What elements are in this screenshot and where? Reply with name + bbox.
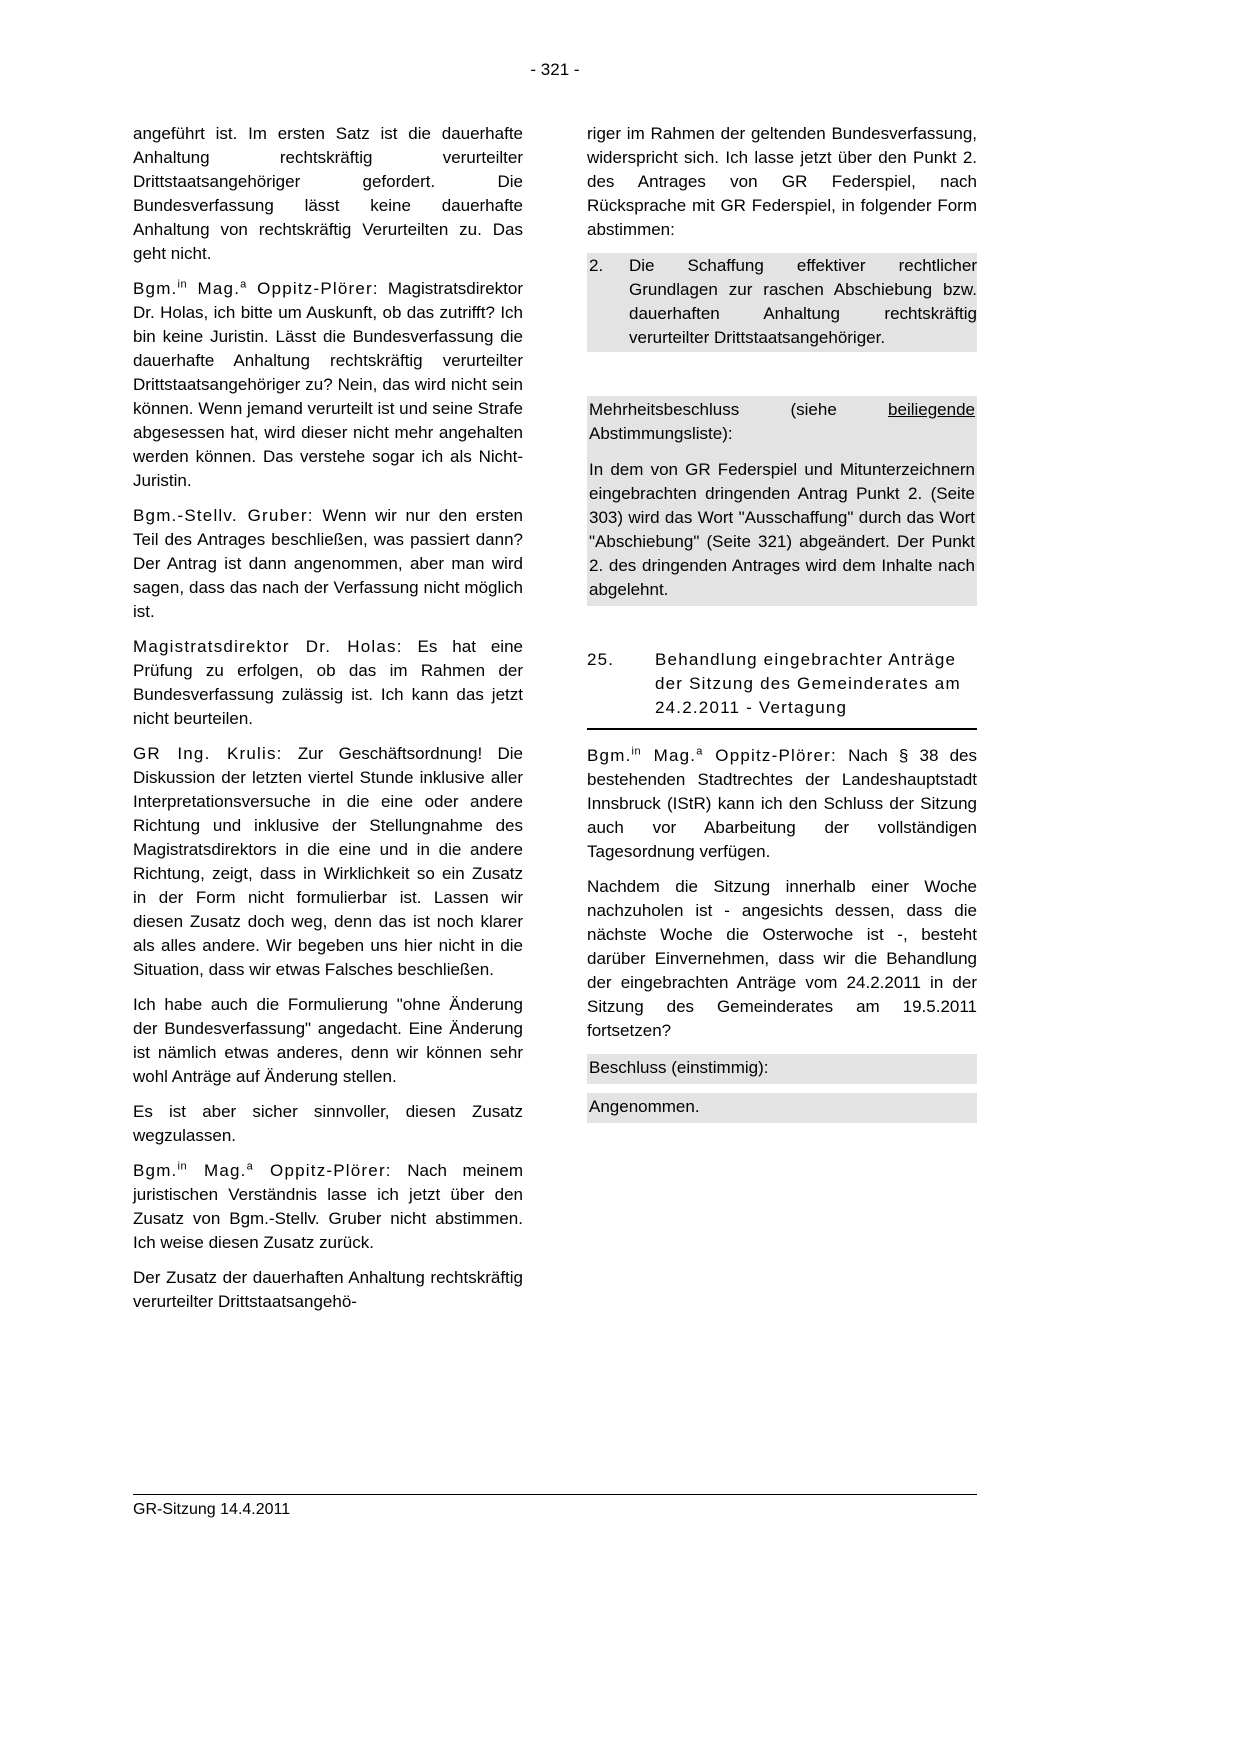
speaker-name: GR Ing. Krulis: <box>133 744 283 763</box>
speaker-name-superscript: a <box>246 1160 254 1173</box>
body-paragraph-vertagung <box>587 875 977 1043</box>
speaker-name-superscript: in <box>177 1160 188 1173</box>
resolution-label-block <box>587 1054 977 1084</box>
text-run: Es hat eine Prüfung zu erfolgen, ob das im Rahmen der Bundesverfassung zulässig ist. Ich kann das jetzt nicht beurteilen. <box>133 637 523 728</box>
text-run: Abstimmungsliste): <box>589 424 733 443</box>
speaker-name: Bgm. <box>133 1161 178 1180</box>
agenda-item-title <box>655 648 977 720</box>
speech-krulis <box>133 742 523 982</box>
speaker-name: Magistratsdirektor Dr. Holas: <box>133 637 403 656</box>
body-paragraph-zusatz-begin <box>133 1266 523 1314</box>
text-run: riger im Rahmen der geltenden Bundesverfassung, widerspricht sich. Ich lasse jetzt über den Punkt 2. des Antrages von GR Federspiel, nach Rücksprache mit GR Federspiel, in folgender Form abstimmen: <box>587 124 977 239</box>
document-page <box>133 0 977 1754</box>
right-column <box>587 122 977 1325</box>
speech-holas <box>133 635 523 731</box>
speaker-name-superscript: a <box>696 745 703 758</box>
speaker-name: Bgm.-Stellv. Gruber: <box>133 506 314 525</box>
body-paragraph-zusatz-continuation <box>587 122 977 242</box>
speaker-name-superscript: a <box>240 278 247 291</box>
speaker-name: Mag. <box>187 1161 247 1180</box>
item-text <box>629 254 977 350</box>
text-run: Es ist aber sicher sinnvoller, diesen Zusatz wegzulassen. <box>133 1102 523 1145</box>
page-footer <box>133 1494 977 1520</box>
majority-decision-text <box>589 458 975 602</box>
text-run: angeführt ist. Im ersten Satz ist die dauerhafte Anhaltung rechtskräftig verurteilter Drittstaatsangehöriger gefordert. Die Bundesverfassung lässt keine dauerhafte Anhaltung von rechtskräftig Verurteilten zu. Das geht nicht. <box>133 124 523 263</box>
speaker-name: Behandlung eingebrachter Anträge der Sitzung des Gemeinderates am 24.2.2011 - Vertagung <box>655 650 961 717</box>
speech-oppitz-ploerer-3 <box>587 744 977 864</box>
text-run: Nach meinem juristischen Verständnis lasse ich jetzt über den Zusatz von Bgm.-Stellv. Gruber nicht abstimmen. Ich weise diesen Zusatz zurück. <box>133 1161 523 1252</box>
speaker-name-superscript: in <box>177 278 188 291</box>
majority-decision-block <box>587 396 977 606</box>
speaker-name: Bgm. <box>587 746 632 765</box>
speaker-name: Mag. <box>187 279 241 298</box>
speaker-name: Bgm. <box>133 279 178 298</box>
footer-text: GR-Sitzung 14.4.2011 <box>133 1501 291 1518</box>
speaker-name: Oppitz-Plörer: <box>253 1161 392 1180</box>
item-number: 2. <box>589 256 604 275</box>
text-run: Nachdem die Sitzung innerhalb einer Woche nachzuholen ist - angesichts dessen, dass die nächste Woche die Osterwoche ist -, besteht darüber Einvernehmen, dass wir die Behandlung der eingebrachten Anträge vom 24.2.2011 in der Sitzung des Gemeinderates am 19.5.2011 fortsetzen? <box>587 877 977 1040</box>
text-run: Wenn wir nur den ersten Teil des Antrages beschließen, was passiert dann? Der Antrag ist dann angenommen, aber man wird sagen, dass das nach der Verfassung nicht möglich ist. <box>133 506 523 621</box>
agenda-item-25-heading <box>587 648 977 730</box>
text-run: Magistratsdirektor Dr. Holas, ich bitte um Auskunft, ob das zutrifft? Ich bin keine Juristin. Lässt die Bundesverfassung die dauerhafte Anhaltung rechtskräftig verurteilter Drittstaatsangehöriger zu? Nein, das wird nicht sein können. Wenn jemand verurteilt ist und seine Strafe abgesessen hat, wird dieser nicht mehr angehalten werden können. Das verstehe sogar ich als Nicht-Juristin. <box>133 279 523 490</box>
text-run: Beschluss (einstimmig): <box>589 1058 769 1077</box>
text-run: Ich habe auch die Formulierung "ohne Änderung der Bundesverfassung" angedacht. Eine Änderung ist nämlich etwas anderes, denn wir können sehr wohl Anträge auf Änderung stellen. <box>133 995 523 1086</box>
krulis-continuation-sinnvoller <box>133 1100 523 1148</box>
page-number: - 321 - <box>530 60 580 79</box>
text-run: Mehrheitsbeschluss (siehe <box>589 400 889 419</box>
text-run: Die Schaffung effektiver rechtlicher Grundlagen zur raschen Abschiebung bzw. dauerhaften Anhaltung rechtskräftig verurteilter Drittstaatsangehöriger. <box>629 256 977 347</box>
speaker-name-superscript: in <box>631 745 642 758</box>
speech-oppitz-ploerer-1 <box>133 277 523 493</box>
underlined-text: beiliegende <box>888 400 975 419</box>
majority-decision-label <box>589 398 975 446</box>
speech-gruber <box>133 504 523 624</box>
speaker-name: Oppitz-Plörer: <box>702 746 837 765</box>
text-run: In dem von GR Federspiel und Mitunterzeichnern eingebrachten dringenden Antrag Punkt 2. (Seite 303) wird das Wort "Ausschaffung" durch das Wort "Abschiebung" (Seite 321) abgeändert. Der Punkt 2. des dringenden Antrages wird dem Inhalte nach abgelehnt. <box>589 460 975 599</box>
agenda-item-number: 25. <box>587 650 615 669</box>
two-column-body <box>133 122 977 1325</box>
text-run: Angenommen. <box>589 1097 700 1116</box>
speaker-name: Oppitz-Plörer: <box>246 279 379 298</box>
text-run: Zur Geschäftsordnung! Die Diskussion der letzten viertel Stunde inklusive aller Interpretationsversuche in die eine oder andere Richtung und inklusive der Stellungnahme des Magistratsdirektors in die eine und in die andere Richtung, zeigt, dass in Wirklichkeit so ein Zusatz in der Form nicht formulierbar ist. Lassen wir diesen Zusatz doch weg, denn das ist noch klarer als alles andere. Wir begeben uns hier nicht in die Situation, dass wir etwas Falsches beschließen. <box>133 744 523 979</box>
body-paragraph-antrag-intro <box>133 122 523 266</box>
left-column <box>133 122 523 1325</box>
speech-oppitz-ploerer-2 <box>133 1159 523 1255</box>
speaker-name: Mag. <box>641 746 697 765</box>
resolution-result-block <box>587 1093 977 1123</box>
text-run: Der Zusatz der dauerhaften Anhaltung rechtskräftig verurteilter Drittstaatsangehö- <box>133 1268 523 1311</box>
krulis-continuation-formulierung <box>133 993 523 1089</box>
motion-point-2-block <box>587 253 977 352</box>
text-run: Nach § 38 des bestehenden Stadtrechtes der Landeshauptstadt Innsbruck (IStR) kann ich den Schluss der Sitzung auch vor Abarbeitung der vollständigen Tagesordnung verfügen. <box>587 746 977 861</box>
